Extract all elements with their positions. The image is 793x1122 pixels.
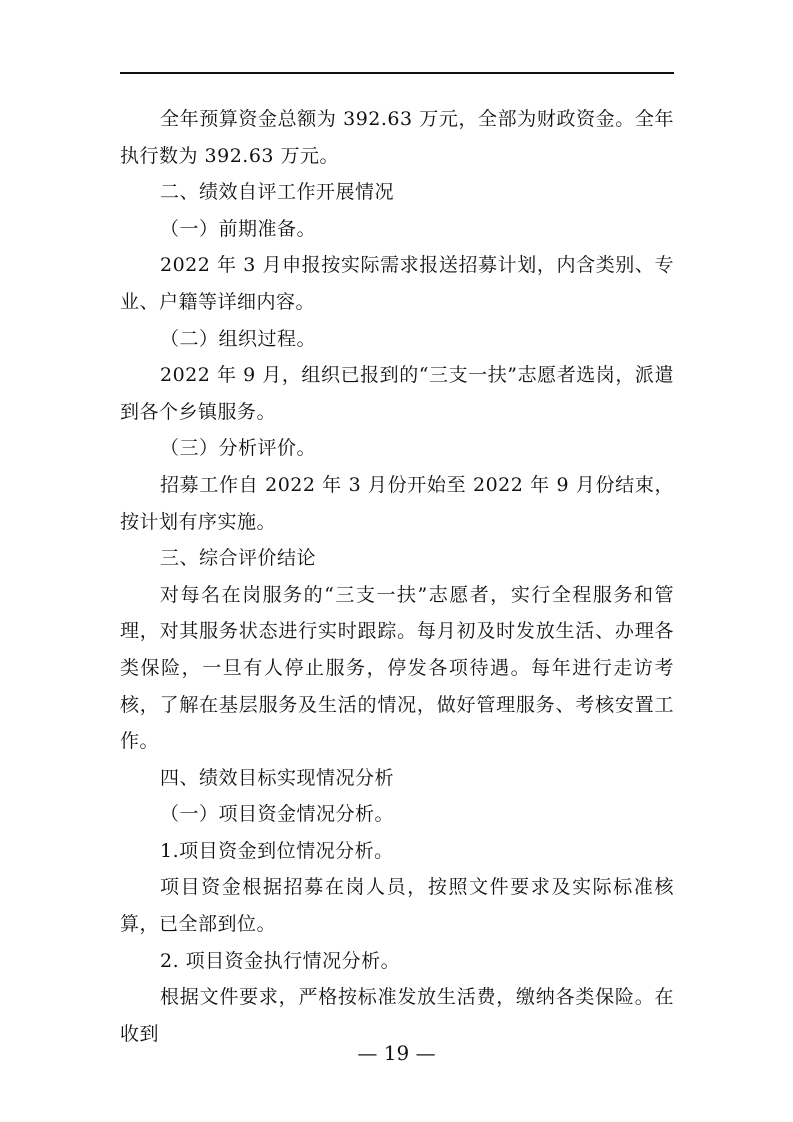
paragraph-fund-execution: 根据文件要求，严格按标准发放生活费，缴纳各类保险。在收到: [120, 986, 674, 1045]
heading-self-evaluation: 二、绩效自评工作开展情况: [160, 181, 395, 204]
subheading-organization: （二）组织过程。: [160, 327, 317, 350]
page-number: — 19 —: [357, 1041, 436, 1065]
paragraph-volunteer-management: 对每名在岗服务的“三支一扶”志愿者，实行全程服务和管理，对其服务状态进行实时跟踪。每月初及时发放生活、办理各类保险，一旦有人停止服务，停发各项待遇。每年进行走访考核，了解在基层服务及生活的情况，做好管理服务、考核安置工作。: [120, 583, 674, 753]
item-fund-arrival: 1.项目资金到位情况分析。: [160, 839, 394, 862]
paragraph-budget-total: 全年预算资金总额为 392.63 万元，全部为财政资金。全年执行数为 392.63 万元。: [120, 108, 674, 167]
paragraph-fund-arrival: 项目资金根据招募在岗人员，按照文件要求及实际标准核算，已全部到位。: [120, 876, 674, 936]
subheading-analysis: （三）分析评价。: [160, 437, 317, 460]
heading-evaluation-conclusion: 三、综合评价结论: [160, 547, 317, 570]
heading-target-analysis: 四、绩效目标实现情况分析: [160, 766, 395, 789]
paragraph-recruitment-period: 招募工作自 2022 年 3 月份开始至 2022 年 9 月份结束，按计划有序实施。: [120, 473, 674, 533]
header-rule: [120, 72, 674, 74]
paragraph-recruitment-plan: 2022 年 3 月申报按实际需求报送招募计划，内含类别、专业、户籍等详细内容。: [120, 254, 674, 313]
subheading-preparation: （一）前期准备。: [160, 217, 317, 240]
document-body: [120, 101, 674, 1052]
subheading-fund-analysis: （一）项目资金情况分析。: [160, 803, 395, 826]
item-fund-execution: 2. 项目资金执行情况分析。: [160, 949, 401, 972]
paragraph-dispatch: 2022 年 9 月，组织已报到的“三支一扶”志愿者选岗，派遣到各个乡镇服务。: [120, 364, 674, 423]
